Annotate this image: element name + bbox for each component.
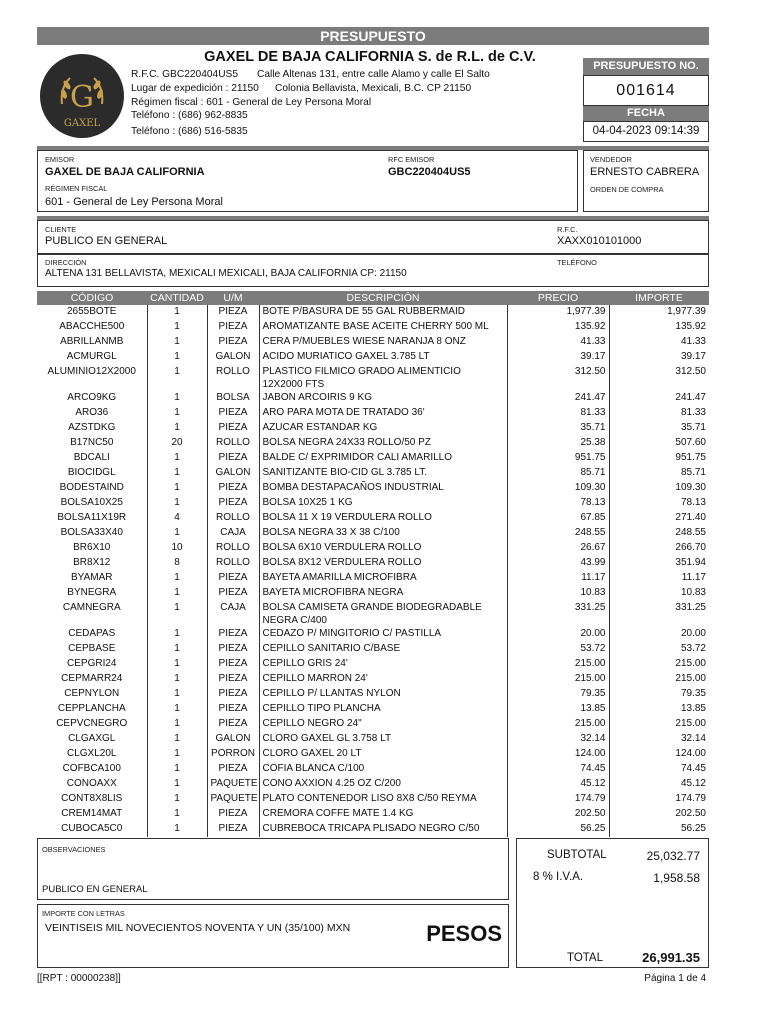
table-row bbox=[37, 481, 709, 496]
table-row bbox=[37, 822, 709, 837]
table-row bbox=[37, 642, 709, 657]
company-colonia: Colonia Bellavista, Mexicali, B.C. CP 21150 bbox=[275, 83, 472, 94]
cell-precio: 215.00 bbox=[507, 672, 609, 687]
col-cantidad-header: CANTIDAD bbox=[147, 291, 207, 305]
table-row bbox=[37, 421, 709, 436]
cell-codigo: BOLSA11X19R bbox=[57, 512, 127, 523]
svg-text:G: G bbox=[70, 80, 94, 115]
cell-um: PIEZA bbox=[207, 421, 259, 436]
cell-descripcion: BOLSA 11 X 19 VERDULERA ROLLO bbox=[259, 511, 507, 526]
cliente-rfc: XAXX010101000 bbox=[557, 235, 642, 247]
cell-cantidad: 1 bbox=[147, 777, 207, 792]
cell-precio: 67.85 bbox=[507, 511, 609, 526]
cell-um: PIEZA bbox=[207, 451, 259, 466]
cell-descripcion: CERA P/MUEBLES WIESE NARANJA 8 ONZ bbox=[259, 335, 507, 350]
cell-precio: 10.83 bbox=[507, 586, 609, 601]
table-row bbox=[37, 732, 709, 747]
cell-descripcion: COFIA BLANCA C/100 bbox=[259, 762, 507, 777]
totals-box bbox=[516, 838, 709, 968]
table-row bbox=[37, 717, 709, 732]
table-row bbox=[37, 406, 709, 421]
cell-precio: 81.33 bbox=[507, 406, 609, 421]
cell-codigo: BYNEGRA bbox=[67, 587, 117, 598]
cell-cantidad: 1 bbox=[147, 421, 207, 436]
observaciones-box bbox=[37, 838, 509, 900]
cell-codigo: CONT8X8LIS bbox=[61, 793, 123, 804]
cell-descripcion: BOTE P/BASURA DE 55 GAL RUBBERMAID bbox=[259, 305, 507, 320]
cell-precio: 25.38 bbox=[507, 436, 609, 451]
table-row bbox=[37, 451, 709, 466]
cell-cantidad: 1 bbox=[147, 406, 207, 421]
cell-precio: 35.71 bbox=[507, 421, 609, 436]
cell-um: PIEZA bbox=[207, 702, 259, 717]
cell-codigo: BODESTAIND bbox=[59, 482, 124, 493]
direccion-value: ALTENA 131 BELLAVISTA, MEXICALI MEXICALI, BAJA CALIFORNIA CP: 21150 bbox=[45, 268, 407, 279]
iva-label: 8 % I.V.A. bbox=[533, 871, 584, 883]
table-row bbox=[37, 687, 709, 702]
total-label: TOTAL bbox=[567, 952, 603, 964]
cell-precio: 215.00 bbox=[507, 657, 609, 672]
cell-importe: 351.94 bbox=[609, 556, 709, 571]
cell-descripcion: CREMORA COFFE MATE 1.4 KG bbox=[259, 807, 507, 822]
cell-um: PIEZA bbox=[207, 807, 259, 822]
cell-um: PIEZA bbox=[207, 657, 259, 672]
cell-um: GALON bbox=[207, 466, 259, 481]
cell-codigo: CEPBASE bbox=[68, 643, 116, 654]
cell-cantidad: 1 bbox=[147, 496, 207, 511]
table-row bbox=[37, 526, 709, 541]
cell-cantidad: 4 bbox=[147, 511, 207, 526]
cell-descripcion: SANITIZANTE BIO-CID GL 3.785 LT. bbox=[259, 466, 507, 481]
cell-codigo: ALUMINIO12X2000 bbox=[47, 366, 136, 377]
cell-cantidad: 1 bbox=[147, 601, 207, 627]
table-row bbox=[37, 586, 709, 601]
cell-precio: 312.50 bbox=[507, 365, 609, 391]
cell-descripcion: CEPILLO MARRON 24' bbox=[259, 672, 507, 687]
cell-cantidad: 1 bbox=[147, 732, 207, 747]
cell-precio: 56.25 bbox=[507, 822, 609, 837]
cell-um: PIEZA bbox=[207, 496, 259, 511]
cell-cantidad: 1 bbox=[147, 702, 207, 717]
cell-cantidad: 1 bbox=[147, 747, 207, 762]
col-precio-header: PRECIO bbox=[507, 291, 609, 305]
cell-importe: 78.13 bbox=[609, 496, 709, 511]
regimen-label: RÉGIMEN FISCAL bbox=[45, 184, 108, 193]
table-row bbox=[37, 627, 709, 642]
table-row bbox=[37, 747, 709, 762]
cell-descripcion: BOLSA 10X25 1 KG bbox=[259, 496, 507, 511]
cell-importe: 41.33 bbox=[609, 335, 709, 350]
cell-cantidad: 1 bbox=[147, 526, 207, 541]
table-row bbox=[37, 466, 709, 481]
letras-label: IMPORTE CON LETRAS bbox=[42, 909, 125, 918]
cell-descripcion: CLORO GAXEL 20 LT bbox=[259, 747, 507, 762]
cell-precio: 215.00 bbox=[507, 717, 609, 732]
cell-precio: 39.17 bbox=[507, 350, 609, 365]
page-number: Página 1 de 4 bbox=[644, 973, 706, 984]
cell-descripcion: AROMATIZANTE BASE ACEITE CHERRY 500 ML bbox=[259, 320, 507, 335]
cell-codigo: AZSTDKG bbox=[68, 422, 116, 433]
cell-importe: 507.60 bbox=[609, 436, 709, 451]
cell-precio: 109.30 bbox=[507, 481, 609, 496]
cell-descripcion: BALDE C/ EXPRIMIDOR CALI AMARILLO bbox=[259, 451, 507, 466]
direccion-box bbox=[37, 254, 709, 287]
table-row bbox=[37, 436, 709, 451]
cell-descripcion: CEPILLO SANITARIO C/BASE bbox=[259, 642, 507, 657]
table-row bbox=[37, 511, 709, 526]
cell-codigo: CAMNEGRA bbox=[62, 602, 121, 613]
cell-um: PIEZA bbox=[207, 481, 259, 496]
table-row bbox=[37, 496, 709, 511]
cell-importe: 20.00 bbox=[609, 627, 709, 642]
cell-descripcion: CEPILLO TIPO PLANCHA bbox=[259, 702, 507, 717]
cell-precio: 53.72 bbox=[507, 642, 609, 657]
cell-importe: 312.50 bbox=[609, 365, 709, 391]
cell-um: GALON bbox=[207, 350, 259, 365]
cell-codigo: ARCO9KG bbox=[67, 392, 117, 403]
cell-codigo: BOLSA33X40 bbox=[60, 527, 123, 538]
lugar-expedicion: Lugar de expedición : 21150 bbox=[131, 83, 259, 94]
cell-descripcion: BAYETA AMARILLA MICROFIBRA bbox=[259, 571, 507, 586]
cell-codigo: BYAMAR bbox=[71, 572, 113, 583]
emisor-box bbox=[37, 150, 578, 212]
cell-um: ROLLO bbox=[207, 436, 259, 451]
subtotal-value: 25,032.77 bbox=[646, 849, 700, 863]
cell-codigo: COFBCA100 bbox=[62, 763, 121, 774]
cell-cantidad: 1 bbox=[147, 762, 207, 777]
table-row bbox=[37, 702, 709, 717]
vendedor-value: ERNESTO CABRERA bbox=[590, 166, 700, 178]
cell-cantidad: 1 bbox=[147, 350, 207, 365]
cell-um: PIEZA bbox=[207, 672, 259, 687]
cell-um: PIEZA bbox=[207, 642, 259, 657]
cell-cantidad: 1 bbox=[147, 792, 207, 807]
cell-um: PIEZA bbox=[207, 335, 259, 350]
cell-um: GALON bbox=[207, 732, 259, 747]
cell-codigo: CEPGRI24 bbox=[67, 658, 117, 669]
table-row bbox=[37, 350, 709, 365]
cell-descripcion: ARO PARA MOTA DE TRATADO 36' bbox=[259, 406, 507, 421]
cell-um: PIEZA bbox=[207, 822, 259, 837]
cell-descripcion: PLATO CONTENEDOR LISO 8X8 C/50 REYMA bbox=[259, 792, 507, 807]
table-row bbox=[37, 571, 709, 586]
cell-importe: 174.79 bbox=[609, 792, 709, 807]
table-row bbox=[37, 391, 709, 406]
cell-descripcion: BOLSA CAMISETA GRANDE BIODEGRADABLE NEGRA C/400 bbox=[259, 601, 507, 627]
cell-importe: 45.12 bbox=[609, 777, 709, 792]
orden-compra-label: ORDEN DE COMPRA bbox=[590, 185, 664, 194]
cell-cantidad: 1 bbox=[147, 586, 207, 601]
cell-precio: 85.71 bbox=[507, 466, 609, 481]
cell-descripcion: CEDAZO P/ MINGITORIO C/ PASTILLA bbox=[259, 627, 507, 642]
cell-um: PIEZA bbox=[207, 687, 259, 702]
rfc-emisor: GBC220404US5 bbox=[388, 166, 471, 178]
cell-importe: 56.25 bbox=[609, 822, 709, 837]
cell-cantidad: 1 bbox=[147, 657, 207, 672]
cell-precio: 79.35 bbox=[507, 687, 609, 702]
telefono-label: TELÉFONO bbox=[557, 258, 597, 267]
vendedor-label: VENDEDOR bbox=[590, 155, 632, 164]
cell-codigo: B17NC50 bbox=[70, 437, 114, 448]
cell-codigo: ACMURGL bbox=[66, 351, 117, 362]
cell-importe: 241.47 bbox=[609, 391, 709, 406]
cell-codigo: CEPMARR24 bbox=[61, 673, 123, 684]
cell-codigo: CEPPLANCHA bbox=[57, 703, 126, 714]
cell-cantidad: 1 bbox=[147, 571, 207, 586]
cell-precio: 124.00 bbox=[507, 747, 609, 762]
cliente-label: CLIENTE bbox=[45, 225, 77, 234]
emisor-label: EMISOR bbox=[45, 155, 75, 164]
document-title: PRESUPUESTO bbox=[37, 27, 709, 45]
cell-precio: 951.75 bbox=[507, 451, 609, 466]
cell-um: PIEZA bbox=[207, 717, 259, 732]
cell-um: PORRON bbox=[207, 747, 259, 762]
regimen-fiscal: Régimen fiscal : 601 - General de Ley Persona Moral bbox=[131, 97, 372, 108]
cell-descripcion: CLORO GAXEL GL 3.758 LT bbox=[259, 732, 507, 747]
cell-cantidad: 8 bbox=[147, 556, 207, 571]
table-row bbox=[37, 320, 709, 335]
cell-um: PAQUETE bbox=[207, 777, 259, 792]
cell-precio: 43.99 bbox=[507, 556, 609, 571]
telefono-1: Teléfono : (686) 962-8835 bbox=[131, 110, 248, 121]
cell-importe: 215.00 bbox=[609, 657, 709, 672]
iva-value: 1,958.58 bbox=[653, 871, 700, 885]
cell-precio: 26.67 bbox=[507, 541, 609, 556]
cell-um: PIEZA bbox=[207, 762, 259, 777]
logo-emblem-icon bbox=[40, 54, 124, 138]
cell-descripcion: AZUCAR ESTANDAR KG bbox=[259, 421, 507, 436]
table-row bbox=[37, 762, 709, 777]
cell-cantidad: 10 bbox=[147, 541, 207, 556]
cell-um: PIEZA bbox=[207, 571, 259, 586]
cell-um: PIEZA bbox=[207, 627, 259, 642]
cell-um: ROLLO bbox=[207, 365, 259, 391]
cell-cantidad: 1 bbox=[147, 481, 207, 496]
cell-descripcion: CEPILLO P/ LLANTAS NYLON bbox=[259, 687, 507, 702]
cell-codigo: ARO36 bbox=[75, 407, 109, 418]
table-row bbox=[37, 807, 709, 822]
cell-cantidad: 1 bbox=[147, 642, 207, 657]
cell-precio: 13.85 bbox=[507, 702, 609, 717]
cell-cantidad: 1 bbox=[147, 687, 207, 702]
cell-importe: 11.17 bbox=[609, 571, 709, 586]
rpt-code: [[RPT : 00000238]] bbox=[37, 973, 121, 984]
cell-cantidad: 1 bbox=[147, 466, 207, 481]
table-row bbox=[37, 335, 709, 350]
cell-importe: 215.00 bbox=[609, 672, 709, 687]
cell-importe: 32.14 bbox=[609, 732, 709, 747]
cell-descripcion: CEPILLO NEGRO 24" bbox=[259, 717, 507, 732]
cliente-name: PUBLICO EN GENERAL bbox=[45, 235, 168, 247]
cliente-box bbox=[37, 220, 709, 254]
cell-descripcion: CEPILLO GRIS 24' bbox=[259, 657, 507, 672]
table-row bbox=[37, 792, 709, 807]
cell-precio: 1,977.39 bbox=[507, 305, 609, 320]
cell-cantidad: 1 bbox=[147, 451, 207, 466]
cell-codigo: ABRILLANMB bbox=[60, 336, 124, 347]
cell-precio: 74.45 bbox=[507, 762, 609, 777]
direccion-label: DIRECCIÓN bbox=[45, 258, 87, 267]
cell-importe: 248.55 bbox=[609, 526, 709, 541]
cell-codigo: CONOAXX bbox=[66, 778, 117, 789]
cell-precio: 41.33 bbox=[507, 335, 609, 350]
cell-importe: 202.50 bbox=[609, 807, 709, 822]
fecha-label: FECHA bbox=[583, 106, 709, 121]
cell-descripcion: JABON ARCOIRIS 9 KG bbox=[259, 391, 507, 406]
cell-um: PIEZA bbox=[207, 320, 259, 335]
total-value: 26,991.35 bbox=[642, 950, 700, 965]
cell-cantidad: 1 bbox=[147, 320, 207, 335]
company-address: Calle Altenas 131, entre calle Alamo y calle El Salto bbox=[257, 69, 490, 80]
cell-cantidad: 1 bbox=[147, 365, 207, 391]
pesos-label: PESOS bbox=[426, 921, 502, 946]
cell-um: PIEZA bbox=[207, 406, 259, 421]
cell-cantidad: 1 bbox=[147, 391, 207, 406]
quote-number-label: PRESUPUESTO NO. bbox=[583, 58, 709, 75]
cell-precio: 32.14 bbox=[507, 732, 609, 747]
cell-um: CAJA bbox=[207, 601, 259, 627]
emisor-name: GAXEL DE BAJA CALIFORNIA bbox=[45, 166, 205, 178]
table-row bbox=[37, 672, 709, 687]
cell-codigo: BR6X10 bbox=[73, 542, 111, 553]
cell-um: ROLLO bbox=[207, 541, 259, 556]
cell-um: PAQUETE bbox=[207, 792, 259, 807]
cell-descripcion: CUBREBOCA TRICAPA PLISADO NEGRO C/50 bbox=[259, 822, 507, 837]
cell-cantidad: 1 bbox=[147, 305, 207, 320]
col-um-header: U/M bbox=[207, 291, 259, 305]
cell-importe: 81.33 bbox=[609, 406, 709, 421]
cell-codigo: CLGAXGL bbox=[68, 733, 116, 744]
company-logo bbox=[40, 54, 124, 138]
cell-precio: 45.12 bbox=[507, 777, 609, 792]
cell-codigo: BIOCIDGL bbox=[67, 467, 116, 478]
cell-cantidad: 1 bbox=[147, 807, 207, 822]
table-header-row bbox=[37, 291, 709, 305]
cell-descripcion: BOLSA NEGRA 24X33 ROLLO/50 PZ bbox=[259, 436, 507, 451]
cell-importe: 135.92 bbox=[609, 320, 709, 335]
cell-um: BOLSA bbox=[207, 391, 259, 406]
cell-precio: 20.00 bbox=[507, 627, 609, 642]
table-row bbox=[37, 601, 709, 627]
col-descripcion-header: DESCRIPCIÓN bbox=[259, 291, 507, 305]
cell-cantidad: 1 bbox=[147, 672, 207, 687]
cell-importe: 951.75 bbox=[609, 451, 709, 466]
cell-importe: 271.40 bbox=[609, 511, 709, 526]
subtotal-label: SUBTOTAL bbox=[547, 849, 607, 861]
cell-precio: 241.47 bbox=[507, 391, 609, 406]
cell-codigo: CEPNYLON bbox=[64, 688, 120, 699]
cell-importe: 266.70 bbox=[609, 541, 709, 556]
svg-text:GAXEL: GAXEL bbox=[63, 118, 101, 129]
cell-importe: 85.71 bbox=[609, 466, 709, 481]
cell-codigo: CEDAPAS bbox=[68, 628, 116, 639]
cell-descripcion: ACIDO MURIATICO GAXEL 3.785 LT bbox=[259, 350, 507, 365]
cell-importe: 109.30 bbox=[609, 481, 709, 496]
cell-precio: 78.13 bbox=[507, 496, 609, 511]
cell-importe: 10.83 bbox=[609, 586, 709, 601]
cell-um: ROLLO bbox=[207, 511, 259, 526]
cell-codigo: CEPVCNEGRO bbox=[56, 718, 128, 729]
table-row bbox=[37, 556, 709, 571]
cell-precio: 202.50 bbox=[507, 807, 609, 822]
cell-precio: 248.55 bbox=[507, 526, 609, 541]
cell-codigo: 2655BOTE bbox=[67, 306, 117, 317]
cell-codigo: BOLSA10X25 bbox=[60, 497, 123, 508]
cell-importe: 13.85 bbox=[609, 702, 709, 717]
cell-cantidad: 1 bbox=[147, 627, 207, 642]
cell-importe: 124.00 bbox=[609, 747, 709, 762]
cell-importe: 79.35 bbox=[609, 687, 709, 702]
cell-codigo: ABACCHE500 bbox=[59, 321, 125, 332]
cell-cantidad: 20 bbox=[147, 436, 207, 451]
company-rfc: R.F.C. GBC220404US5 bbox=[131, 69, 239, 80]
cell-cantidad: 1 bbox=[147, 335, 207, 350]
letras-box bbox=[37, 904, 509, 968]
cell-codigo: CUBOCA5C0 bbox=[61, 823, 123, 834]
cell-precio: 331.25 bbox=[507, 601, 609, 627]
cell-um: CAJA bbox=[207, 526, 259, 541]
rfc-emisor-label: RFC EMISOR bbox=[388, 155, 435, 164]
cell-descripcion: BOLSA 8X12 VERDULERA ROLLO bbox=[259, 556, 507, 571]
observaciones-value: PUBLICO EN GENERAL bbox=[42, 884, 148, 895]
cell-um: PIEZA bbox=[207, 586, 259, 601]
cell-importe: 74.45 bbox=[609, 762, 709, 777]
telefono-2: Teléfono : (686) 516-5835 bbox=[131, 126, 248, 137]
cell-codigo: CLGXL20L bbox=[67, 748, 117, 759]
cell-importe: 1,977.39 bbox=[609, 305, 709, 320]
cell-precio: 135.92 bbox=[507, 320, 609, 335]
cell-importe: 331.25 bbox=[609, 601, 709, 627]
cell-descripcion: BOLSA NEGRA 33 X 38 C/100 bbox=[259, 526, 507, 541]
cell-descripcion: PLASTICO FILMICO GRADO ALIMENTICIO 12X2000 FTS bbox=[259, 365, 507, 391]
table-row bbox=[37, 541, 709, 556]
cell-cantidad: 1 bbox=[147, 717, 207, 732]
cell-um: PIEZA bbox=[207, 305, 259, 320]
cell-um: ROLLO bbox=[207, 556, 259, 571]
cell-importe: 39.17 bbox=[609, 350, 709, 365]
regimen-value: 601 - General de Ley Persona Moral bbox=[45, 196, 223, 208]
cell-descripcion: BAYETA MICROFIBRA NEGRA bbox=[259, 586, 507, 601]
cell-importe: 53.72 bbox=[609, 642, 709, 657]
fecha-value: 04-04-2023 09:14:39 bbox=[583, 121, 709, 142]
letras-value: VEINTISEIS MIL NOVECIENTOS NOVENTA Y UN (35/100) MXN bbox=[45, 922, 351, 934]
quote-number: 001614 bbox=[583, 75, 709, 106]
cell-importe: 215.00 bbox=[609, 717, 709, 732]
cell-precio: 11.17 bbox=[507, 571, 609, 586]
cell-precio: 174.79 bbox=[507, 792, 609, 807]
cell-codigo: BDCALI bbox=[73, 452, 110, 463]
cell-descripcion: CONO AXXION 4.25 OZ C/200 bbox=[259, 777, 507, 792]
table-row bbox=[37, 365, 709, 391]
table-row bbox=[37, 305, 709, 320]
vendedor-box bbox=[583, 150, 709, 212]
cell-codigo: BR8X12 bbox=[73, 557, 111, 568]
cell-cantidad: 1 bbox=[147, 822, 207, 837]
col-importe-header: IMPORTE bbox=[609, 291, 709, 305]
table-row bbox=[37, 777, 709, 792]
cell-descripcion: BOMBA DESTAPACAÑOS INDUSTRIAL bbox=[259, 481, 507, 496]
company-name: GAXEL DE BAJA CALIFORNIA S. de R.L. de C.V. bbox=[204, 49, 536, 65]
table-row bbox=[37, 657, 709, 672]
col-codigo-header: CÓDIGO bbox=[37, 291, 147, 305]
cell-importe: 35.71 bbox=[609, 421, 709, 436]
cell-codigo: CREM14MAT bbox=[61, 808, 123, 819]
observaciones-label: OBSERVACIONES bbox=[42, 845, 106, 854]
cell-descripcion: BOLSA 6X10 VERDULERA ROLLO bbox=[259, 541, 507, 556]
items-table bbox=[37, 291, 709, 837]
cliente-rfc-label: R.F.C. bbox=[557, 225, 578, 234]
